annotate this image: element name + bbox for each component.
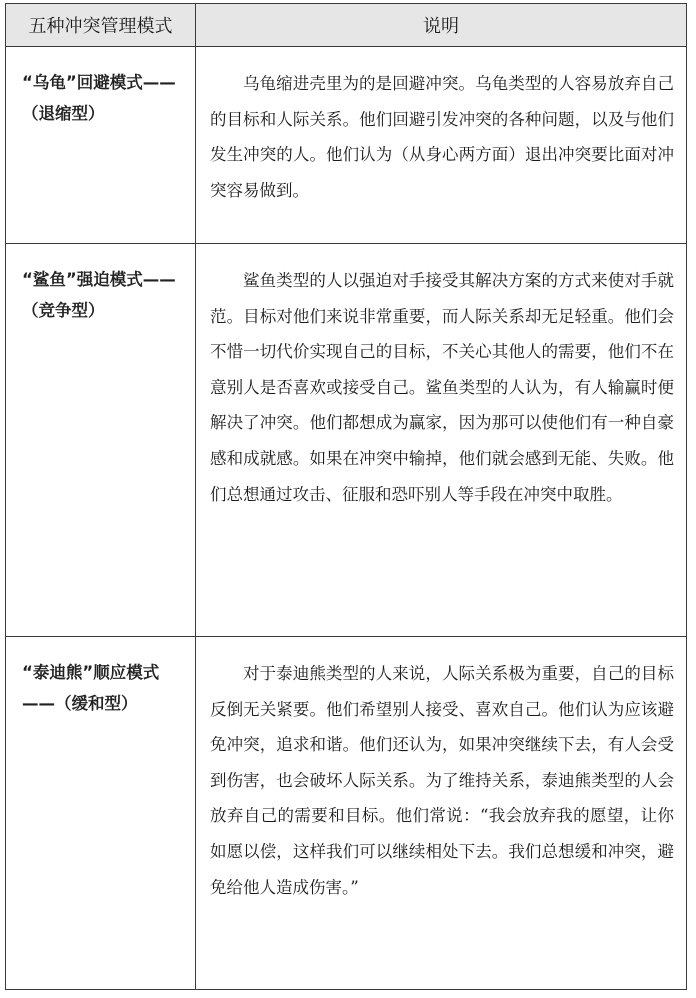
table-row xyxy=(6,47,687,244)
mode-cell xyxy=(6,244,196,637)
table-row xyxy=(6,637,687,990)
mode-name: “鲨鱼”强迫模式——（竞争型） xyxy=(22,270,176,320)
description-cell xyxy=(196,244,687,637)
mode-cell xyxy=(6,47,196,244)
table-row xyxy=(6,244,687,637)
mode-cell xyxy=(6,637,196,990)
description-cell xyxy=(196,637,687,990)
description-cell xyxy=(196,47,687,244)
header-mode: 五种冲突管理模式 xyxy=(6,4,196,47)
mode-description: 鲨鱼类型的人以强迫对手接受其解决方案的方式来使对手就范。目标对他们来说非常重要，而人际关系却无足轻重。他们会不惜一切代价实现自己的目标，不关心其他人的需要，他们不在意别人是否喜欢或接受自己。鲨鱼类型的人认为，有人输赢时便解决了冲突。他们都想成为赢家，因为那可以使他们有一种自豪感和成就感。如果在冲突中输掉，他们就会感到无能、失败。他们总想通过攻击、征服和恐吓别人等手段在冲突中取胜。 xyxy=(210,271,674,504)
mode-name: “泰迪熊”顺应模式——（缓和型） xyxy=(22,663,160,713)
mode-description: 对于泰迪熊类型的人来说，人际关系极为重要，自己的目标反倒无关紧要。他们希望别人接受、喜欢自己。他们认为应该避免冲突，追求和谐。他们还认为，如果冲突继续下去，有人会受到伤害，也会破坏人际关系。为了维持关系，泰迪熊类型的人会放弃自己的需要和目标。他们常说：“我会放弃我的愿望，让你如愿以偿，这样我们可以继续相处下去。我们总想缓和冲突，避免给他人造成伤害。” xyxy=(210,664,674,897)
mode-name: “乌龟”回避模式——（退缩型） xyxy=(22,73,176,123)
conflict-modes-table xyxy=(5,3,687,990)
mode-description: 乌龟缩进壳里为的是回避冲突。乌龟类型的人容易放弃自己的目标和人际关系。他们回避引发冲突的各种问题，以及与他们发生冲突的人。他们认为（从身心两方面）退出冲突要比面对冲突容易做到。 xyxy=(210,74,674,200)
table-header-row xyxy=(6,4,687,47)
header-description: 说明 xyxy=(196,4,687,47)
